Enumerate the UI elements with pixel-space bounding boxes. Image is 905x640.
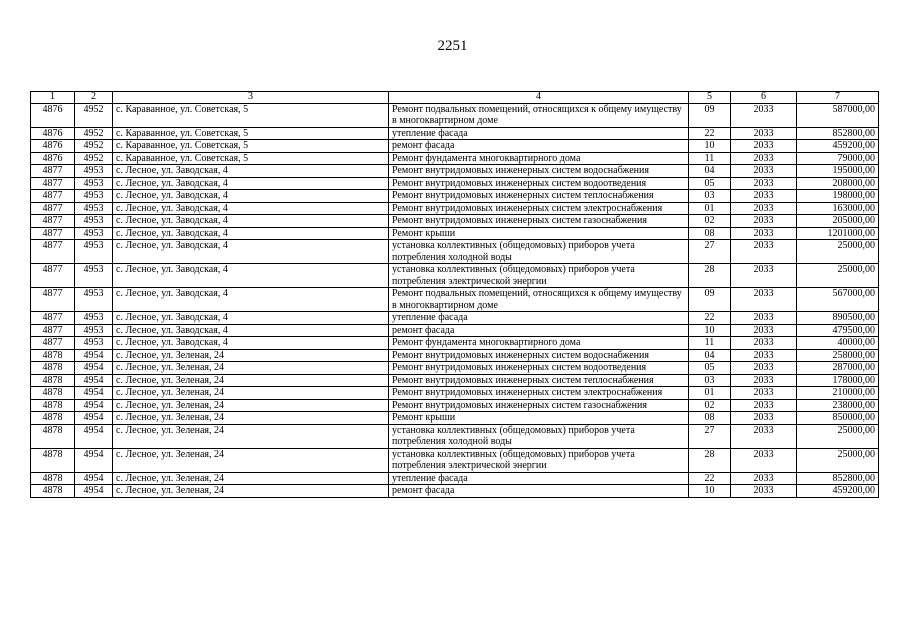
work-code-cell: 27 <box>689 424 731 448</box>
table-row <box>31 264 879 288</box>
year-cell: 2033 <box>731 165 797 178</box>
address-cell: с. Лесное, ул. Заводская, 4 <box>113 190 389 203</box>
row-id-cell: 4878 <box>31 485 75 498</box>
cost-cell: 25000,00 <box>797 264 879 288</box>
table-row <box>31 362 879 375</box>
cost-cell: 40000,00 <box>797 337 879 350</box>
table-row <box>31 448 879 472</box>
work-type-cell: Ремонт фундамента многоквартирного дома <box>389 337 689 350</box>
year-cell: 2033 <box>731 412 797 425</box>
column-header: 3 <box>113 92 389 104</box>
table-row <box>31 324 879 337</box>
cost-cell: 208000,00 <box>797 177 879 190</box>
house-id-cell: 4954 <box>75 399 113 412</box>
address-cell: с. Караванное, ул. Советская, 5 <box>113 152 389 165</box>
address-cell: с. Лесное, ул. Заводская, 4 <box>113 240 389 264</box>
house-id-cell: 4953 <box>75 227 113 240</box>
work-type-cell: Ремонт внутридомовых инженерных систем электроснабжения <box>389 387 689 400</box>
work-type-cell: Ремонт крыши <box>389 227 689 240</box>
year-cell: 2033 <box>731 485 797 498</box>
house-id-cell: 4952 <box>75 140 113 153</box>
address-cell: с. Лесное, ул. Зеленая, 24 <box>113 472 389 485</box>
cost-cell: 25000,00 <box>797 240 879 264</box>
work-type-cell: Ремонт фундамента многоквартирного дома <box>389 152 689 165</box>
table-row <box>31 374 879 387</box>
work-code-cell: 28 <box>689 448 731 472</box>
work-type-cell: установка коллективных (общедомовых) приборов учета потребления электрической энергии <box>389 448 689 472</box>
cost-cell: 852800,00 <box>797 472 879 485</box>
work-code-cell: 02 <box>689 399 731 412</box>
year-cell: 2033 <box>731 399 797 412</box>
table-row <box>31 288 879 312</box>
cost-cell: 195000,00 <box>797 165 879 178</box>
year-cell: 2033 <box>731 288 797 312</box>
cost-cell: 567000,00 <box>797 288 879 312</box>
work-code-cell: 22 <box>689 127 731 140</box>
address-cell: с. Лесное, ул. Заводская, 4 <box>113 215 389 228</box>
house-id-cell: 4954 <box>75 412 113 425</box>
cost-cell: 459200,00 <box>797 485 879 498</box>
work-type-cell: Ремонт внутридомовых инженерных систем теплоснабжения <box>389 374 689 387</box>
cost-cell: 25000,00 <box>797 448 879 472</box>
year-cell: 2033 <box>731 240 797 264</box>
work-type-cell: ремонт фасада <box>389 140 689 153</box>
house-id-cell: 4953 <box>75 324 113 337</box>
table-row <box>31 152 879 165</box>
table-body <box>31 103 879 497</box>
address-cell: с. Караванное, ул. Советская, 5 <box>113 127 389 140</box>
row-id-cell: 4877 <box>31 177 75 190</box>
year-cell: 2033 <box>731 140 797 153</box>
house-id-cell: 4953 <box>75 177 113 190</box>
column-number-row <box>31 92 879 104</box>
work-code-cell: 04 <box>689 165 731 178</box>
column-header: 2 <box>75 92 113 104</box>
row-id-cell: 4877 <box>31 215 75 228</box>
address-cell: с. Лесное, ул. Заводская, 4 <box>113 264 389 288</box>
cost-cell: 210000,00 <box>797 387 879 400</box>
year-cell: 2033 <box>731 190 797 203</box>
work-code-cell: 11 <box>689 337 731 350</box>
row-id-cell: 4877 <box>31 165 75 178</box>
work-type-cell: утепление фасада <box>389 312 689 325</box>
row-id-cell: 4877 <box>31 337 75 350</box>
work-type-cell: утепление фасада <box>389 472 689 485</box>
work-code-cell: 28 <box>689 264 731 288</box>
work-code-cell: 08 <box>689 412 731 425</box>
work-type-cell: Ремонт внутридомовых инженерных систем теплоснабжения <box>389 190 689 203</box>
table-row <box>31 202 879 215</box>
row-id-cell: 4878 <box>31 387 75 400</box>
house-id-cell: 4953 <box>75 215 113 228</box>
row-id-cell: 4877 <box>31 240 75 264</box>
year-cell: 2033 <box>731 312 797 325</box>
work-code-cell: 10 <box>689 140 731 153</box>
work-code-cell: 08 <box>689 227 731 240</box>
table-row <box>31 472 879 485</box>
work-code-cell: 22 <box>689 312 731 325</box>
column-header: 6 <box>731 92 797 104</box>
table-row <box>31 349 879 362</box>
table-row <box>31 165 879 178</box>
table-row <box>31 312 879 325</box>
address-cell: с. Лесное, ул. Зеленая, 24 <box>113 448 389 472</box>
year-cell: 2033 <box>731 349 797 362</box>
work-type-cell: Ремонт внутридомовых инженерных систем газоснабжения <box>389 215 689 228</box>
column-header: 1 <box>31 92 75 104</box>
cost-cell: 850000,00 <box>797 412 879 425</box>
cost-cell: 205000,00 <box>797 215 879 228</box>
address-cell: с. Лесное, ул. Зеленая, 24 <box>113 374 389 387</box>
table-row <box>31 190 879 203</box>
work-code-cell: 05 <box>689 362 731 375</box>
year-cell: 2033 <box>731 215 797 228</box>
work-type-cell: ремонт фасада <box>389 324 689 337</box>
address-cell: с. Лесное, ул. Заводская, 4 <box>113 202 389 215</box>
work-code-cell: 03 <box>689 374 731 387</box>
house-id-cell: 4954 <box>75 387 113 400</box>
work-code-cell: 11 <box>689 152 731 165</box>
row-id-cell: 4878 <box>31 362 75 375</box>
house-id-cell: 4954 <box>75 472 113 485</box>
year-cell: 2033 <box>731 202 797 215</box>
year-cell: 2033 <box>731 374 797 387</box>
year-cell: 2033 <box>731 324 797 337</box>
address-cell: с. Лесное, ул. Заводская, 4 <box>113 288 389 312</box>
year-cell: 2033 <box>731 152 797 165</box>
cost-cell: 178000,00 <box>797 374 879 387</box>
work-type-cell: установка коллективных (общедомовых) приборов учета потребления электрической энергии <box>389 264 689 288</box>
table-row <box>31 103 879 127</box>
work-type-cell: Ремонт внутридомовых инженерных систем газоснабжения <box>389 399 689 412</box>
cost-cell: 890500,00 <box>797 312 879 325</box>
row-id-cell: 4878 <box>31 472 75 485</box>
work-code-cell: 03 <box>689 190 731 203</box>
row-id-cell: 4878 <box>31 349 75 362</box>
row-id-cell: 4876 <box>31 140 75 153</box>
address-cell: с. Лесное, ул. Зеленая, 24 <box>113 399 389 412</box>
work-type-cell: Ремонт внутридомовых инженерных систем электроснабжения <box>389 202 689 215</box>
house-id-cell: 4952 <box>75 127 113 140</box>
house-id-cell: 4953 <box>75 264 113 288</box>
column-header: 7 <box>797 92 879 104</box>
column-header: 4 <box>389 92 689 104</box>
address-cell: с. Лесное, ул. Зеленая, 24 <box>113 362 389 375</box>
year-cell: 2033 <box>731 227 797 240</box>
house-id-cell: 4953 <box>75 190 113 203</box>
table-row <box>31 177 879 190</box>
house-id-cell: 4954 <box>75 448 113 472</box>
year-cell: 2033 <box>731 387 797 400</box>
house-id-cell: 4954 <box>75 362 113 375</box>
address-cell: с. Лесное, ул. Заводская, 4 <box>113 177 389 190</box>
row-id-cell: 4878 <box>31 448 75 472</box>
table-row <box>31 387 879 400</box>
table-row <box>31 215 879 228</box>
table-row <box>31 337 879 350</box>
work-code-cell: 09 <box>689 103 731 127</box>
row-id-cell: 4876 <box>31 103 75 127</box>
work-type-cell: Ремонт внутридомовых инженерных систем водоотведения <box>389 362 689 375</box>
row-id-cell: 4878 <box>31 399 75 412</box>
cost-cell: 459200,00 <box>797 140 879 153</box>
table-row <box>31 485 879 498</box>
work-code-cell: 02 <box>689 215 731 228</box>
work-code-cell: 27 <box>689 240 731 264</box>
address-cell: с. Лесное, ул. Заводская, 4 <box>113 165 389 178</box>
year-cell: 2033 <box>731 127 797 140</box>
house-id-cell: 4954 <box>75 349 113 362</box>
row-id-cell: 4877 <box>31 202 75 215</box>
row-id-cell: 4877 <box>31 264 75 288</box>
row-id-cell: 4877 <box>31 288 75 312</box>
page-number: 2251 <box>437 38 468 54</box>
work-code-cell: 09 <box>689 288 731 312</box>
address-cell: с. Караванное, ул. Советская, 5 <box>113 140 389 153</box>
year-cell: 2033 <box>731 264 797 288</box>
house-id-cell: 4953 <box>75 240 113 264</box>
work-code-cell: 05 <box>689 177 731 190</box>
cost-cell: 258000,00 <box>797 349 879 362</box>
cost-cell: 198000,00 <box>797 190 879 203</box>
address-cell: с. Лесное, ул. Заводская, 4 <box>113 337 389 350</box>
year-cell: 2033 <box>731 337 797 350</box>
row-id-cell: 4877 <box>31 312 75 325</box>
cost-cell: 587000,00 <box>797 103 879 127</box>
table-row <box>31 240 879 264</box>
year-cell: 2033 <box>731 362 797 375</box>
work-code-cell: 22 <box>689 472 731 485</box>
row-id-cell: 4877 <box>31 227 75 240</box>
address-cell: с. Лесное, ул. Зеленая, 24 <box>113 387 389 400</box>
work-code-cell: 04 <box>689 349 731 362</box>
house-id-cell: 4953 <box>75 312 113 325</box>
work-code-cell: 01 <box>689 387 731 400</box>
year-cell: 2033 <box>731 177 797 190</box>
work-code-cell: 01 <box>689 202 731 215</box>
table-row <box>31 227 879 240</box>
house-id-cell: 4953 <box>75 165 113 178</box>
work-type-cell: Ремонт крыши <box>389 412 689 425</box>
year-cell: 2033 <box>731 448 797 472</box>
address-cell: с. Лесное, ул. Зеленая, 24 <box>113 412 389 425</box>
house-id-cell: 4953 <box>75 288 113 312</box>
work-type-cell: Ремонт внутридомовых инженерных систем водоснабжения <box>389 349 689 362</box>
house-id-cell: 4952 <box>75 103 113 127</box>
work-type-cell: Ремонт внутридомовых инженерных систем водоснабжения <box>389 165 689 178</box>
work-type-cell: Ремонт внутридомовых инженерных систем водоотведения <box>389 177 689 190</box>
cost-cell: 163000,00 <box>797 202 879 215</box>
address-cell: с. Лесное, ул. Заводская, 4 <box>113 324 389 337</box>
work-type-cell: ремонт фасада <box>389 485 689 498</box>
work-code-cell: 10 <box>689 324 731 337</box>
row-id-cell: 4878 <box>31 412 75 425</box>
table-row <box>31 399 879 412</box>
address-cell: с. Лесное, ул. Заводская, 4 <box>113 227 389 240</box>
work-type-cell: установка коллективных (общедомовых) приборов учета потребления холодной воды <box>389 240 689 264</box>
cost-cell: 25000,00 <box>797 424 879 448</box>
table-row <box>31 424 879 448</box>
cost-cell: 852800,00 <box>797 127 879 140</box>
cost-cell: 479500,00 <box>797 324 879 337</box>
cost-cell: 79000,00 <box>797 152 879 165</box>
work-type-cell: утепление фасада <box>389 127 689 140</box>
address-cell: с. Лесное, ул. Зеленая, 24 <box>113 485 389 498</box>
row-id-cell: 4877 <box>31 190 75 203</box>
table-row <box>31 140 879 153</box>
row-id-cell: 4878 <box>31 374 75 387</box>
address-cell: с. Караванное, ул. Советская, 5 <box>113 103 389 127</box>
column-header: 5 <box>689 92 731 104</box>
year-cell: 2033 <box>731 472 797 485</box>
house-id-cell: 4954 <box>75 374 113 387</box>
repair-schedule-table <box>30 91 879 498</box>
house-id-cell: 4954 <box>75 424 113 448</box>
house-id-cell: 4952 <box>75 152 113 165</box>
row-id-cell: 4878 <box>31 424 75 448</box>
row-id-cell: 4876 <box>31 152 75 165</box>
house-id-cell: 4953 <box>75 337 113 350</box>
address-cell: с. Лесное, ул. Зеленая, 24 <box>113 349 389 362</box>
work-type-cell: Ремонт подвальных помещений, относящихся к общему имуществу в многоквартирном доме <box>389 288 689 312</box>
work-code-cell: 10 <box>689 485 731 498</box>
work-type-cell: Ремонт подвальных помещений, относящихся к общему имуществу в многоквартирном доме <box>389 103 689 127</box>
house-id-cell: 4954 <box>75 485 113 498</box>
cost-cell: 238000,00 <box>797 399 879 412</box>
work-type-cell: установка коллективных (общедомовых) приборов учета потребления холодной воды <box>389 424 689 448</box>
cost-cell: 1201000,00 <box>797 227 879 240</box>
year-cell: 2033 <box>731 424 797 448</box>
cost-cell: 287000,00 <box>797 362 879 375</box>
address-cell: с. Лесное, ул. Зеленая, 24 <box>113 424 389 448</box>
table-row <box>31 412 879 425</box>
row-id-cell: 4876 <box>31 127 75 140</box>
row-id-cell: 4877 <box>31 324 75 337</box>
table-row <box>31 127 879 140</box>
year-cell: 2033 <box>731 103 797 127</box>
address-cell: с. Лесное, ул. Заводская, 4 <box>113 312 389 325</box>
house-id-cell: 4953 <box>75 202 113 215</box>
